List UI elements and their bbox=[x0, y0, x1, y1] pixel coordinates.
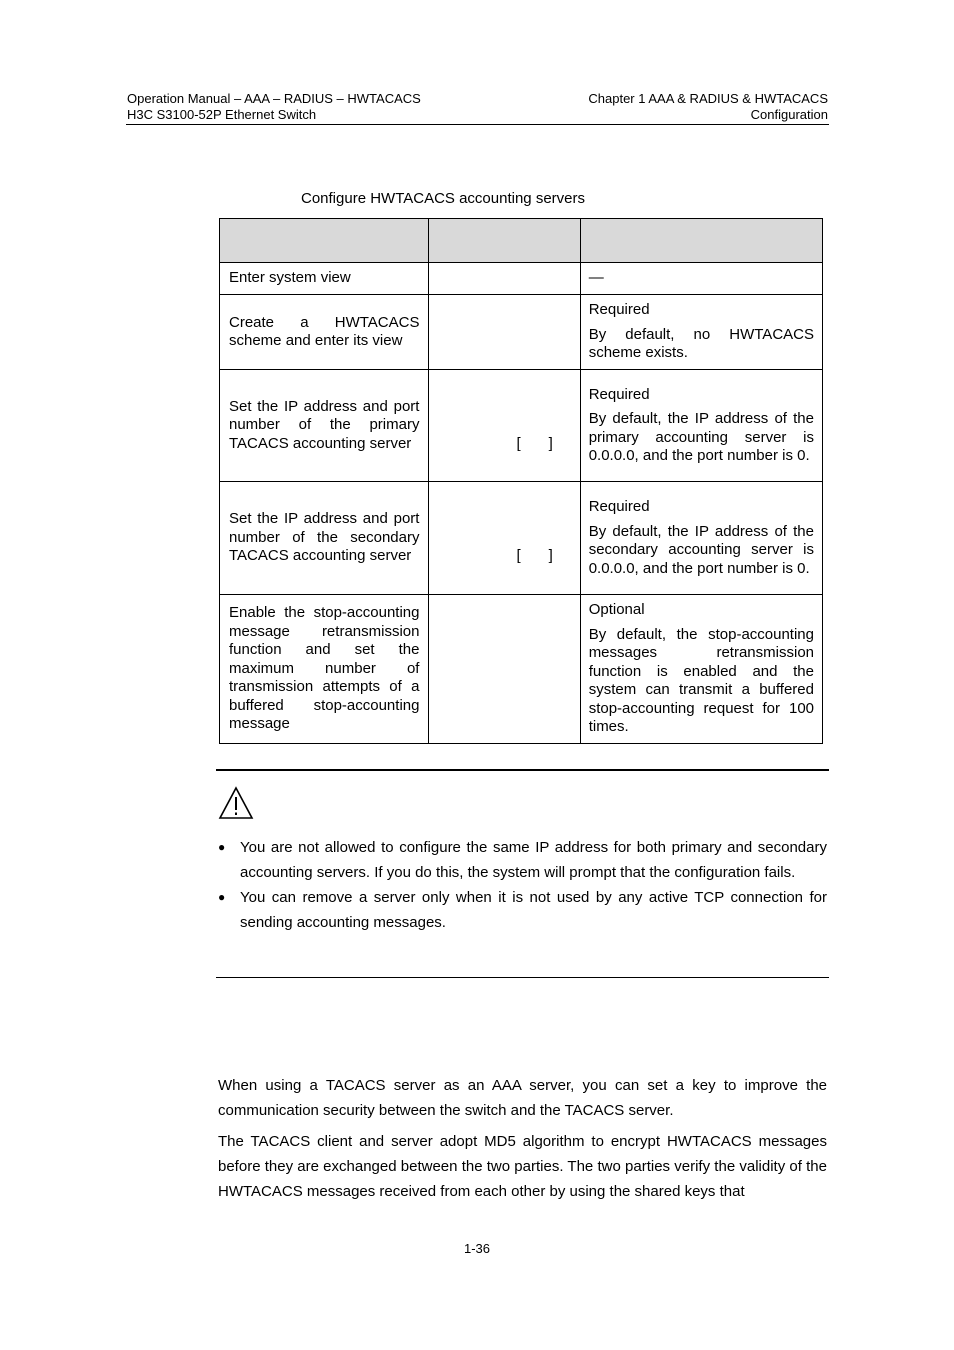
command-cell bbox=[429, 263, 580, 295]
running-header-left bbox=[127, 91, 421, 123]
page-number: 1-36 bbox=[463, 1241, 491, 1256]
remark-default: By default, the stop-accounting messages retransmission function is enabled and the system can transmit a buffered stop-accounting request for 100 times. bbox=[588, 625, 814, 736]
caution-bottom-rule bbox=[216, 977, 829, 978]
operation-cell: Enable the stop-accounting message retransmission function and set the maximum number of transmission attempts of a buffered stop-accounting message bbox=[220, 595, 429, 744]
remark-text: — bbox=[588, 269, 604, 287]
caution-top-rule bbox=[216, 769, 829, 771]
command-cell bbox=[429, 595, 580, 744]
bullet-icon: ● bbox=[218, 890, 226, 904]
command-cell bbox=[429, 370, 580, 482]
header-cell-command bbox=[429, 219, 580, 263]
command-bracket: [ ] bbox=[516, 435, 553, 452]
caution-text: You are not allowed to configure the same IP address for both primary and secondary accounting servers. If you do this, the system will prompt that the configuration fails. bbox=[240, 839, 827, 881]
remark-requirement: Required bbox=[588, 385, 650, 403]
table-row bbox=[220, 263, 823, 295]
warning-triangle-icon bbox=[218, 786, 254, 820]
caution-list bbox=[218, 835, 827, 935]
table-row bbox=[220, 595, 823, 744]
header-cell-operation bbox=[220, 219, 429, 263]
config-table bbox=[219, 218, 823, 744]
remarks-cell bbox=[580, 482, 822, 595]
remark-requirement: Required bbox=[588, 301, 650, 319]
bullet-icon: ● bbox=[218, 840, 226, 854]
command-cell bbox=[429, 482, 580, 595]
section-name: Configuration bbox=[750, 107, 828, 122]
body-paragraph: The TACACS client and server adopt MD5 algorithm to encrypt HWTACACS messages before they are exchanged between the two parties. The two parties verify the validity of the HWTACACS messages received from each other by using the shared keys that bbox=[218, 1133, 827, 1200]
product-name: H3C S3100-52P Ethernet Switch bbox=[127, 107, 317, 122]
operation-cell: Set the IP address and port number of the secondary TACACS accounting server bbox=[220, 482, 429, 595]
operation-cell: Create a HWTACACS scheme and enter its view bbox=[220, 295, 429, 370]
body-paragraph: When using a TACACS server as an AAA server, you can set a key to improve the communication security between the switch and the TACACS server. bbox=[218, 1077, 827, 1119]
table-caption: Configure HWTACACS accounting servers bbox=[301, 190, 585, 207]
command-cell bbox=[429, 295, 580, 370]
table-row bbox=[220, 295, 823, 370]
caution-text: You can remove a server only when it is not used by any active TCP connection for sending accounting messages. bbox=[240, 889, 827, 931]
manual-title: Operation Manual – AAA – RADIUS – HWTACACS bbox=[127, 91, 421, 106]
operation-cell: Enter system view bbox=[220, 263, 429, 295]
remarks-cell bbox=[580, 263, 822, 295]
remark-default: By default, the IP address of the primary accounting server is 0.0.0.0, and the port number is 0. bbox=[588, 410, 814, 464]
operation-cell: Set the IP address and port number of the primary TACACS accounting server bbox=[220, 370, 429, 482]
remark-requirement: Required bbox=[588, 498, 650, 515]
header-cell-remarks bbox=[580, 219, 822, 263]
table-row bbox=[220, 482, 823, 595]
remarks-cell bbox=[580, 595, 822, 744]
remark-default: By default, no HWTACACS scheme exists. bbox=[588, 325, 814, 362]
table-row bbox=[220, 370, 823, 482]
caution-item bbox=[218, 885, 827, 935]
chapter-title: Chapter 1 AAA & RADIUS & HWTACACS bbox=[588, 91, 828, 106]
caution-item bbox=[218, 835, 827, 885]
table-header-row bbox=[220, 219, 823, 263]
header-rule bbox=[126, 124, 829, 125]
remarks-cell bbox=[580, 295, 822, 370]
running-header-right bbox=[588, 91, 828, 123]
command-bracket: [ ] bbox=[516, 547, 553, 564]
remark-default: By default, the IP address of the secondary accounting server is 0.0.0.0, and the port number is 0. bbox=[588, 522, 814, 577]
remark-requirement: Optional bbox=[588, 601, 645, 619]
remarks-cell bbox=[580, 370, 822, 482]
